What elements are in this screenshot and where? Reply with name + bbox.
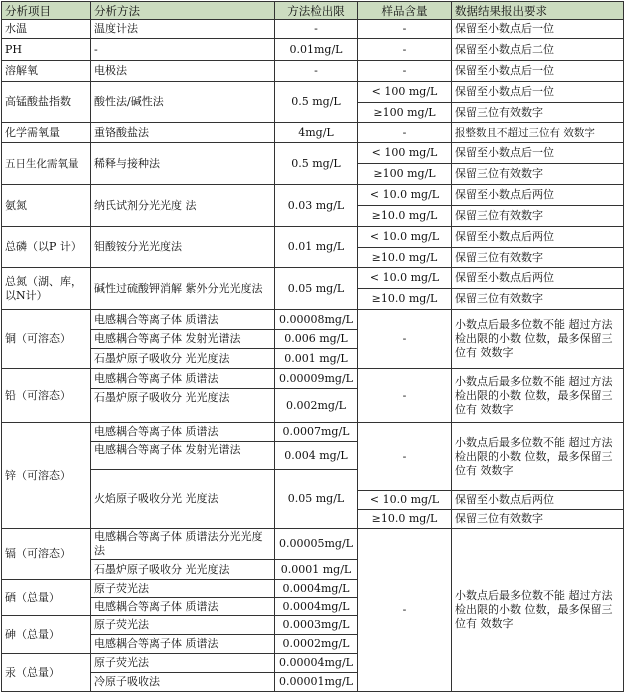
limit-cell: 0.001 mg/L: [275, 349, 358, 369]
method-cell: 碱性过硫酸钾消解 紫外分光光度法: [91, 268, 275, 310]
requirement-cell: 报整数且不超过三位有 效数字: [452, 123, 624, 143]
limit-cell: 4mg/L: [275, 123, 358, 143]
method-cell: 火焰原子吸收分光 光度法: [91, 470, 275, 529]
requirement-cell: 小数点后最多位数不能 超过方法检出限的小数 位数，最多保留三位有 效数字: [452, 369, 624, 423]
item-cell: PH: [2, 39, 91, 61]
requirement-cell: 保留三位有效数字: [452, 164, 624, 185]
table-row: [2, 143, 624, 164]
content-cell: < 100 mg/L: [358, 82, 452, 103]
item-cell: 硒（总量）: [2, 580, 91, 616]
method-cell: 电感耦合等离子体 发射光谱法: [91, 330, 275, 349]
method-cell: 石墨炉原子吸收分 光光度法: [91, 560, 275, 580]
table-row: [2, 123, 624, 143]
limit-cell: 0.01mg/L: [275, 39, 358, 61]
table-row: [2, 423, 624, 442]
method-cell: 酸性法/碱性法: [91, 82, 275, 123]
requirement-cell: 保留三位有效数字: [452, 206, 624, 227]
method-cell: 石墨炉原子吸收分 光光度法: [91, 389, 275, 423]
method-cell: -: [91, 39, 275, 61]
requirement-cell: 保留三位有效数字: [452, 103, 624, 123]
table-row: [2, 529, 624, 560]
content-cell: < 10.0 mg/L: [358, 227, 452, 248]
table-row: [2, 268, 624, 289]
limit-cell: 0.004 mg/L: [275, 442, 358, 470]
requirement-cell: 保留至小数点后一位: [452, 82, 624, 103]
item-cell: 镉（可溶态）: [2, 529, 91, 580]
requirement-cell: 保留至小数点后一位: [452, 61, 624, 82]
limit-cell: 0.00001mg/L: [275, 673, 358, 692]
item-cell: 化学需氧量: [2, 123, 91, 143]
content-cell: < 10.0 mg/L: [358, 268, 452, 289]
table-row: [2, 61, 624, 82]
method-cell: 纳氏试剂分光光度 法: [91, 185, 275, 227]
limit-cell: 0.0004mg/L: [275, 580, 358, 598]
method-cell: 钼酸铵分光光度法: [91, 227, 275, 268]
content-cell: ≥10.0 mg/L: [358, 206, 452, 227]
item-cell: 锌（可溶态）: [2, 423, 91, 529]
header-sample-content: 样品含量: [358, 2, 452, 20]
requirement-cell: 保留三位有效数字: [452, 510, 624, 529]
header-detection-limit: 方法检出限: [275, 2, 358, 20]
requirement-cell: 保留至小数点后一位: [452, 20, 624, 39]
method-cell: 电感耦合等离子体 质谱法: [91, 310, 275, 330]
content-cell: -: [358, 39, 452, 61]
limit-cell: 0.01 mg/L: [275, 227, 358, 268]
content-cell: < 10.0 mg/L: [358, 491, 452, 510]
content-cell: ≥100 mg/L: [358, 164, 452, 185]
requirement-cell: 小数点后最多位数不能 超过方法检出限的小数 位数，最多保留三位有 效数字: [452, 310, 624, 369]
content-cell: ≥10.0 mg/L: [358, 289, 452, 310]
header-report-requirement: 数据结果报出要求: [452, 2, 624, 20]
method-cell: 电极法: [91, 61, 275, 82]
requirement-cell: 保留三位有效数字: [452, 289, 624, 310]
method-cell: 电感耦合等离子体 质谱法: [91, 369, 275, 389]
limit-cell: 0.03 mg/L: [275, 185, 358, 227]
limit-cell: -: [275, 20, 358, 39]
limit-cell: 0.5 mg/L: [275, 82, 358, 123]
table-row: [2, 369, 624, 389]
method-cell: 电感耦合等离子体 质谱法: [91, 598, 275, 616]
item-cell: 氨氮: [2, 185, 91, 227]
requirement-cell: 小数点后最多位数不能 超过方法检出限的小数 位数，最多保留三位有 效数字: [452, 529, 624, 692]
content-cell: -: [358, 61, 452, 82]
item-cell: 水温: [2, 20, 91, 39]
limit-cell: 0.006 mg/L: [275, 330, 358, 349]
method-cell: 电感耦合等离子体 质谱法: [91, 635, 275, 654]
limit-cell: 0.00009mg/L: [275, 369, 358, 389]
content-cell: -: [358, 423, 452, 491]
method-cell: 原子荧光法: [91, 616, 275, 635]
limit-cell: 0.0007mg/L: [275, 423, 358, 442]
limit-cell: 0.0002mg/L: [275, 635, 358, 654]
requirement-cell: 保留三位有效数字: [452, 248, 624, 268]
table-row: [2, 82, 624, 103]
content-cell: ≥100 mg/L: [358, 103, 452, 123]
table-row: [2, 227, 624, 248]
method-cell: 重铬酸盐法: [91, 123, 275, 143]
method-cell: 原子荧光法: [91, 580, 275, 598]
method-cell: 稀释与接种法: [91, 143, 275, 185]
item-cell: 溶解氧: [2, 61, 91, 82]
requirement-cell: 保留至小数点后二位: [452, 39, 624, 61]
item-cell: 砷（总量）: [2, 616, 91, 654]
table-row: [2, 185, 624, 206]
requirement-cell: 保留至小数点后一位: [452, 143, 624, 164]
method-cell: 电感耦合等离子体 质谱法: [91, 423, 275, 442]
requirement-cell: 保留至小数点后两位: [452, 268, 624, 289]
limit-cell: -: [275, 61, 358, 82]
limit-cell: 0.0001 mg/L: [275, 560, 358, 580]
content-cell: ≥10.0 mg/L: [358, 248, 452, 268]
limit-cell: 0.05 mg/L: [275, 268, 358, 310]
content-cell: -: [358, 529, 452, 692]
content-cell: < 100 mg/L: [358, 143, 452, 164]
item-cell: 五日生化需氧量: [2, 143, 91, 185]
analysis-requirements-table: [1, 1, 624, 692]
header-method: 分析方法: [91, 2, 275, 20]
limit-cell: 0.05 mg/L: [275, 470, 358, 529]
header-row: [2, 2, 624, 20]
requirement-cell: 保留至小数点后两位: [452, 491, 624, 510]
content-cell: -: [358, 369, 452, 423]
method-cell: 石墨炉原子吸收分 光光度法: [91, 349, 275, 369]
item-cell: 总氮（湖、库，以N计）: [2, 268, 91, 310]
content-cell: ≥10.0 mg/L: [358, 510, 452, 529]
item-cell: 铜（可溶态）: [2, 310, 91, 369]
requirement-cell: 保留至小数点后两位: [452, 185, 624, 206]
table-row: [2, 39, 624, 61]
header-item: 分析项目: [2, 2, 91, 20]
method-cell: 冷原子吸收法: [91, 673, 275, 692]
requirement-cell: 保留至小数点后两位: [452, 227, 624, 248]
limit-cell: 0.00005mg/L: [275, 529, 358, 560]
item-cell: 总磷（以P 计）: [2, 227, 91, 268]
content-cell: -: [358, 123, 452, 143]
content-cell: -: [358, 310, 452, 369]
limit-cell: 0.0003mg/L: [275, 616, 358, 635]
content-cell: < 10.0 mg/L: [358, 185, 452, 206]
limit-cell: 0.002mg/L: [275, 389, 358, 423]
item-cell: 高锰酸盐指数: [2, 82, 91, 123]
limit-cell: 0.00008mg/L: [275, 310, 358, 330]
limit-cell: 0.5 mg/L: [275, 143, 358, 185]
table-row: [2, 310, 624, 330]
content-cell: -: [358, 20, 452, 39]
limit-cell: 0.00004mg/L: [275, 654, 358, 673]
method-cell: 电感耦合等离子体 发射光谱法: [91, 442, 275, 470]
method-cell: 温度计法: [91, 20, 275, 39]
table-row: [2, 20, 624, 39]
item-cell: 汞（总量）: [2, 654, 91, 692]
limit-cell: 0.0004mg/L: [275, 598, 358, 616]
method-cell: 电感耦合等离子体 质谱法分光光度法: [91, 529, 275, 560]
requirement-cell: 小数点后最多位数不能 超过方法检出限的小数 位数，最多保留三位有 效数字: [452, 423, 624, 491]
method-cell: 原子荧光法: [91, 654, 275, 673]
item-cell: 铅（可溶态）: [2, 369, 91, 423]
